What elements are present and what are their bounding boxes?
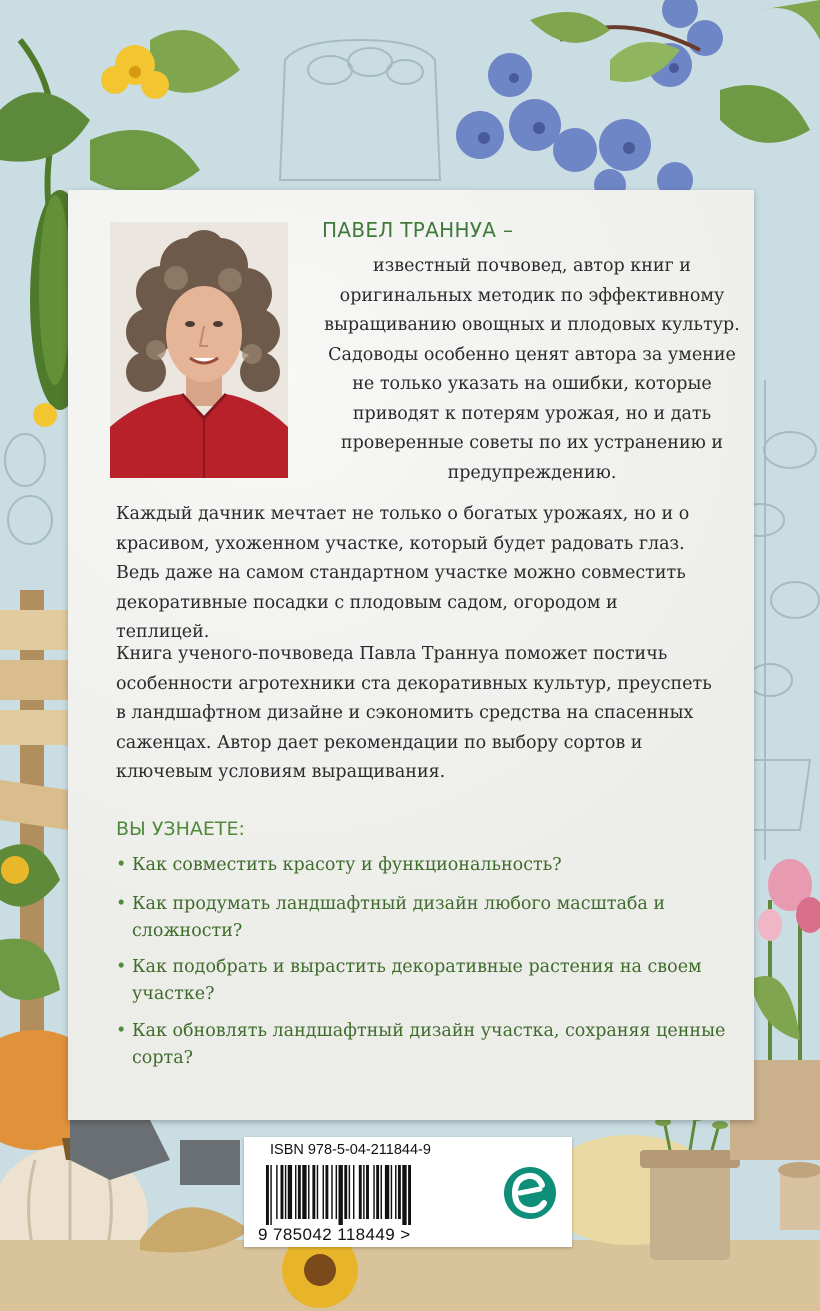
barcode-bar bbox=[276, 1165, 277, 1219]
list-item-text: Как обновлять ландшафтный дизайн участка, сохраняя ценные сорта? bbox=[132, 1021, 726, 1068]
list-item bbox=[116, 954, 736, 1008]
author-bio: известный почвовед, автор книг и оригинальных методик по эффективному выращиванию овощных и плодовых культур. Садоводы особенно ценят автора за умение не только указать на ошибки, которые приводят к потерям урожая, но и дать проверенные советы по их устранению и предупреждению. bbox=[324, 256, 740, 483]
barcode-bar bbox=[317, 1165, 318, 1219]
author-name: ПАВЕЛ ТРАННУА – bbox=[322, 218, 514, 242]
barcode-bar bbox=[295, 1165, 296, 1219]
list-item bbox=[116, 891, 736, 945]
barcode-bar bbox=[344, 1165, 347, 1219]
barcode bbox=[266, 1165, 476, 1225]
barcode-bar bbox=[376, 1165, 379, 1219]
isbn-box bbox=[244, 1137, 572, 1247]
barcode-bar bbox=[288, 1165, 292, 1219]
learn-heading: ВЫ УЗНАЕТЕ: bbox=[116, 818, 245, 840]
barcode-bar bbox=[395, 1165, 396, 1219]
list-item bbox=[116, 852, 736, 879]
barcode-bar bbox=[353, 1165, 354, 1219]
author-photo bbox=[110, 222, 288, 478]
barcode-bar bbox=[266, 1165, 269, 1225]
barcode-bar bbox=[391, 1165, 392, 1219]
barcode-bar bbox=[385, 1165, 389, 1219]
isbn-label: ISBN 978-5-04-211844-9 bbox=[270, 1142, 431, 1158]
barcode-bar bbox=[325, 1165, 328, 1219]
barcode-bar bbox=[308, 1165, 309, 1219]
bullet-icon: • bbox=[116, 1021, 127, 1041]
barcode-bar bbox=[402, 1165, 406, 1225]
list-item-text: Как подобрать и вырастить декоративные растения на своем участке? bbox=[132, 957, 702, 1004]
description-paragraph-2: Книга ученого-почвоведа Павла Траннуа поможет постичь особенности агротехники ста декоративных культур, преуспеть в ландшафтном дизайне и сэкономить средства на спасенных саженцах. Автор дает рекомендации по выбору сортов и ключевым условиям выращивания. bbox=[116, 644, 712, 782]
barcode-bar bbox=[408, 1165, 411, 1225]
barcode-bar bbox=[366, 1165, 369, 1219]
barcode-bar bbox=[331, 1165, 332, 1219]
barcode-bar bbox=[281, 1165, 284, 1219]
list-item bbox=[116, 1018, 736, 1072]
barcode-digits: 9 785042 118449 > bbox=[258, 1225, 411, 1244]
barcode-bar bbox=[302, 1165, 306, 1219]
barcode-bar bbox=[323, 1165, 324, 1219]
barcode-bar bbox=[349, 1165, 350, 1219]
eksmo-e-logo-icon bbox=[502, 1165, 558, 1221]
list-item-text: Как продумать ландшафтный дизайн любого масштаба и сложности? bbox=[132, 894, 666, 941]
bullet-icon: • bbox=[116, 957, 127, 977]
barcode-bar bbox=[373, 1165, 374, 1219]
barcode-bar bbox=[270, 1165, 271, 1225]
description-paragraph-1: Каждый дачник мечтает не только о богатых урожаях, но и о красивом, ухоженном участке, который будет радовать глаз. Ведь даже на самом стандартном участке можно совместить декоративные посадки с плодовым садом, огородом и теплицей. bbox=[116, 504, 690, 642]
barcode-bar bbox=[285, 1165, 286, 1219]
barcode-bar bbox=[339, 1165, 343, 1225]
list-item-text: Как совместить красоту и функциональность? bbox=[132, 855, 562, 875]
barcode-bar bbox=[381, 1165, 382, 1219]
barcode-bar bbox=[398, 1165, 401, 1219]
barcode-bar bbox=[336, 1165, 337, 1219]
barcode-bar bbox=[363, 1165, 364, 1219]
barcode-bar bbox=[359, 1165, 362, 1219]
learn-list bbox=[116, 852, 736, 1072]
bullet-icon: • bbox=[116, 855, 127, 875]
barcode-bar bbox=[312, 1165, 315, 1219]
barcode-bar bbox=[298, 1165, 301, 1219]
bullet-icon: • bbox=[116, 894, 127, 914]
